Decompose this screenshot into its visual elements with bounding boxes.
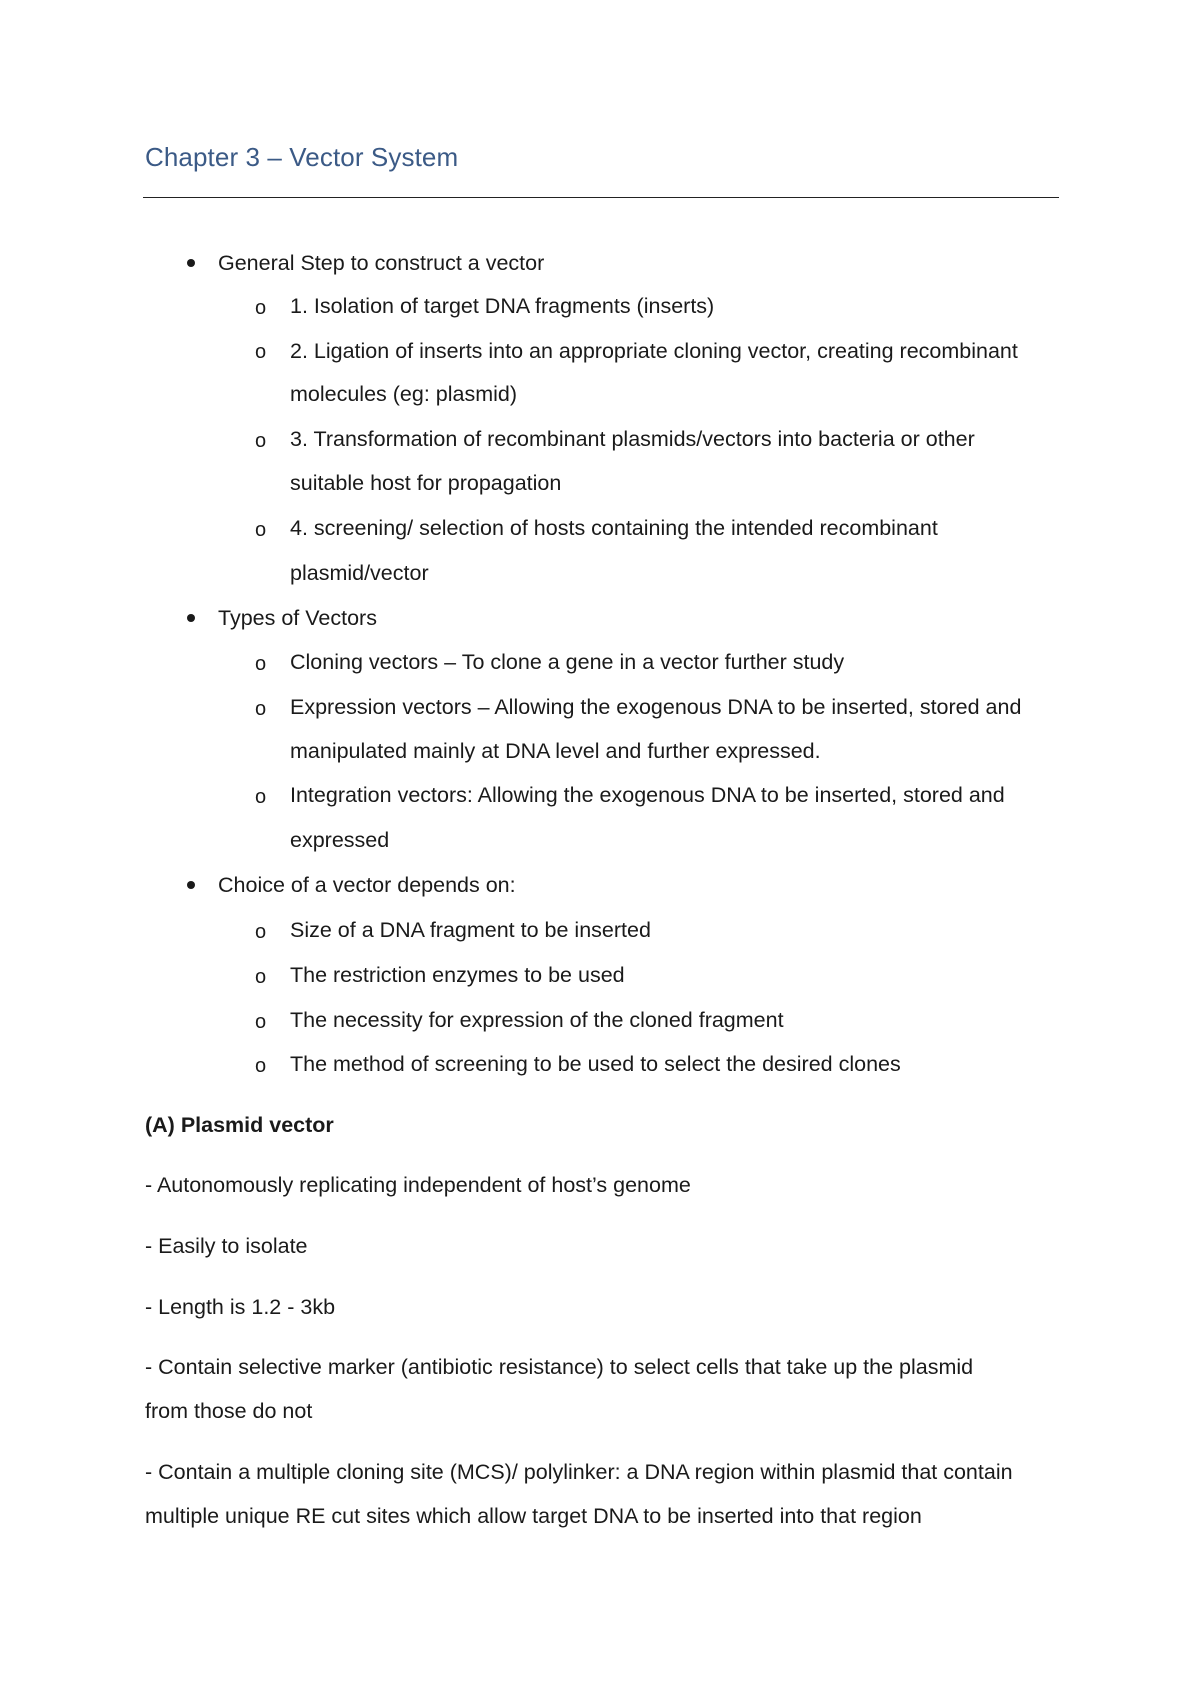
list-item: 4. screening/ selection of hosts containing the intended recombinant bbox=[290, 516, 938, 540]
sub-bullet-icon: o bbox=[255, 1011, 267, 1033]
list-item: The restriction enzymes to be used bbox=[290, 963, 625, 987]
list-item: The necessity for expression of the cloned fragment bbox=[290, 1008, 784, 1032]
sub-bullet-icon: o bbox=[255, 966, 267, 988]
sub-bullet-icon: o bbox=[255, 519, 267, 541]
list-item: Expression vectors – Allowing the exogenous DNA to be inserted, stored and bbox=[290, 695, 1022, 719]
list-heading-types: Types of Vectors bbox=[218, 606, 377, 630]
sub-bullet-icon: o bbox=[255, 297, 267, 319]
paragraph-line: - Easily to isolate bbox=[145, 1234, 308, 1258]
list-item: 2. Ligation of inserts into an appropriate cloning vector, creating recombinant bbox=[290, 339, 1018, 363]
bullet-icon bbox=[187, 881, 195, 889]
list-item-continuation: expressed bbox=[290, 828, 390, 852]
paragraph-line: - Autonomously replicating independent of host’s genome bbox=[145, 1173, 691, 1197]
chapter-title: Chapter 3 – Vector System bbox=[145, 142, 459, 172]
list-item: Cloning vectors – To clone a gene in a vector further study bbox=[290, 650, 845, 674]
list-item-continuation: manipulated mainly at DNA level and further expressed. bbox=[290, 739, 821, 763]
paragraph-line-continuation: multiple unique RE cut sites which allow target DNA to be inserted into that region bbox=[145, 1504, 922, 1528]
list-item: 1. Isolation of target DNA fragments (inserts) bbox=[290, 294, 715, 318]
bullet-icon bbox=[187, 614, 195, 622]
list-item-continuation: molecules (eg: plasmid) bbox=[290, 382, 518, 406]
paragraph-line-continuation: from those do not bbox=[145, 1399, 313, 1423]
sub-bullet-icon: o bbox=[255, 430, 267, 452]
sub-bullet-icon: o bbox=[255, 698, 267, 720]
sub-bullet-icon: o bbox=[255, 921, 267, 943]
bullet-icon bbox=[187, 259, 195, 267]
paragraph-line: - Length is 1.2 - 3kb bbox=[145, 1295, 336, 1319]
section-heading-plasmid: (A) Plasmid vector bbox=[145, 1113, 334, 1137]
list-item: Integration vectors: Allowing the exogenous DNA to be inserted, stored and bbox=[290, 783, 1005, 807]
list-heading-construct: General Step to construct a vector bbox=[218, 251, 545, 275]
sub-bullet-icon: o bbox=[255, 786, 267, 808]
list-item: Size of a DNA fragment to be inserted bbox=[290, 918, 651, 942]
list-item-continuation: suitable host for propagation bbox=[290, 471, 562, 495]
paragraph-line: - Contain a multiple cloning site (MCS)/ polylinker: a DNA region within plasmid that contain bbox=[145, 1460, 1013, 1484]
list-heading-choice: Choice of a vector depends on: bbox=[218, 873, 516, 897]
sub-bullet-icon: o bbox=[255, 341, 267, 363]
sub-bullet-icon: o bbox=[255, 653, 267, 675]
list-item: 3. Transformation of recombinant plasmids/vectors into bacteria or other bbox=[290, 427, 975, 451]
paragraph-line: - Contain selective marker (antibiotic resistance) to select cells that take up the plasmid bbox=[145, 1355, 974, 1379]
list-item-continuation: plasmid/vector bbox=[290, 561, 429, 585]
list-item: The method of screening to be used to select the desired clones bbox=[290, 1052, 901, 1076]
sub-bullet-icon: o bbox=[255, 1055, 267, 1077]
title-divider bbox=[143, 197, 1059, 198]
